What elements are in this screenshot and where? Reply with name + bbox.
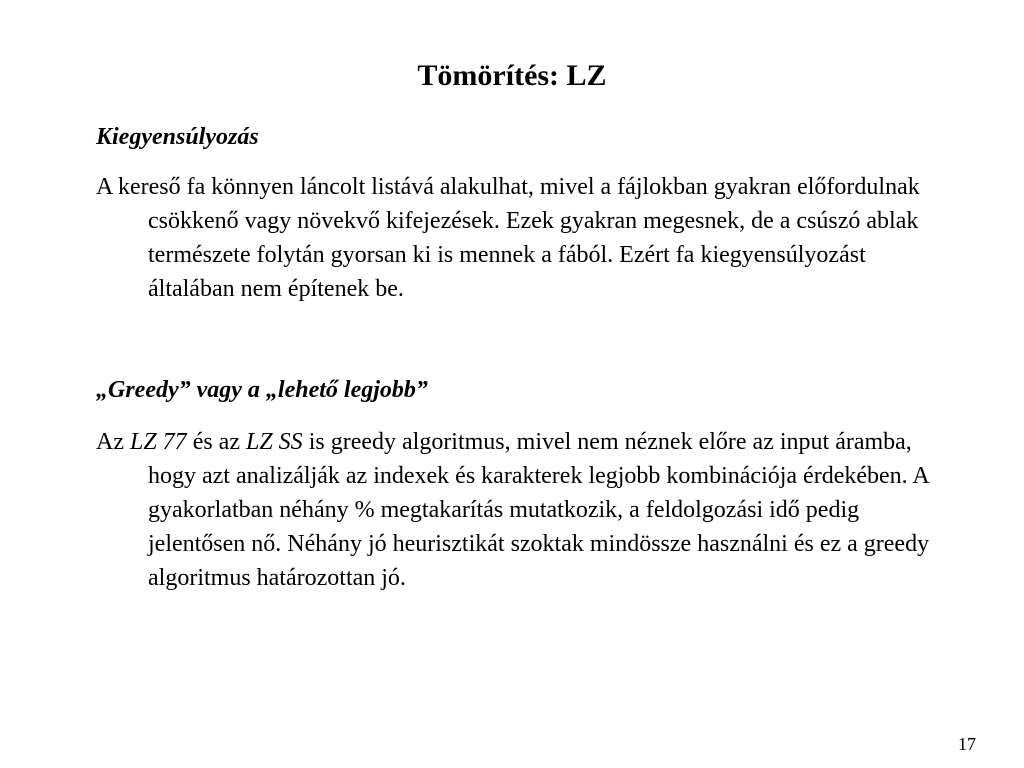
paragraph-greedy-rest: is greedy algoritmus, mivel nem néznek előre az input áramba, hogy azt analizálják az indexek és karakterek legjobb kombinációja érdekében. A gyakorlatban néhány % megtakarítás mutatkozik, a feldolgozási idő pedig jelentősen nő. Néhány jó heurisztikát szoktak mindössze használni és ez a greedy algoritmus határozottan jó. xyxy=(148,429,930,591)
slide-title: Tömörítés: LZ xyxy=(417,59,607,92)
page-number: 17 xyxy=(958,734,976,754)
section-heading-balancing: Kiegyensúlyozás xyxy=(96,124,259,150)
paragraph-balancing: A kereső fa könnyen láncolt listává alakulhat, mivel a fájlokban gyakran előfordulnak csökkenő vagy növekvő kifejezések. Ezek gyakran megesnek, de a csúszó ablak természete folytán gyorsan ki is mennek a fából. Ezért fa kiegyensúlyozást általában nem építenek be. xyxy=(96,174,920,302)
term-lzss: LZ SS xyxy=(245,429,303,455)
section-heading-greedy: „Greedy” vagy a „lehető legjobb” xyxy=(96,377,428,403)
paragraph-greedy xyxy=(96,425,946,595)
term-lz77: LZ 77 xyxy=(129,429,187,455)
paragraph-greedy-mid: és az xyxy=(186,429,246,455)
paragraph-greedy-start: Az xyxy=(96,429,130,455)
